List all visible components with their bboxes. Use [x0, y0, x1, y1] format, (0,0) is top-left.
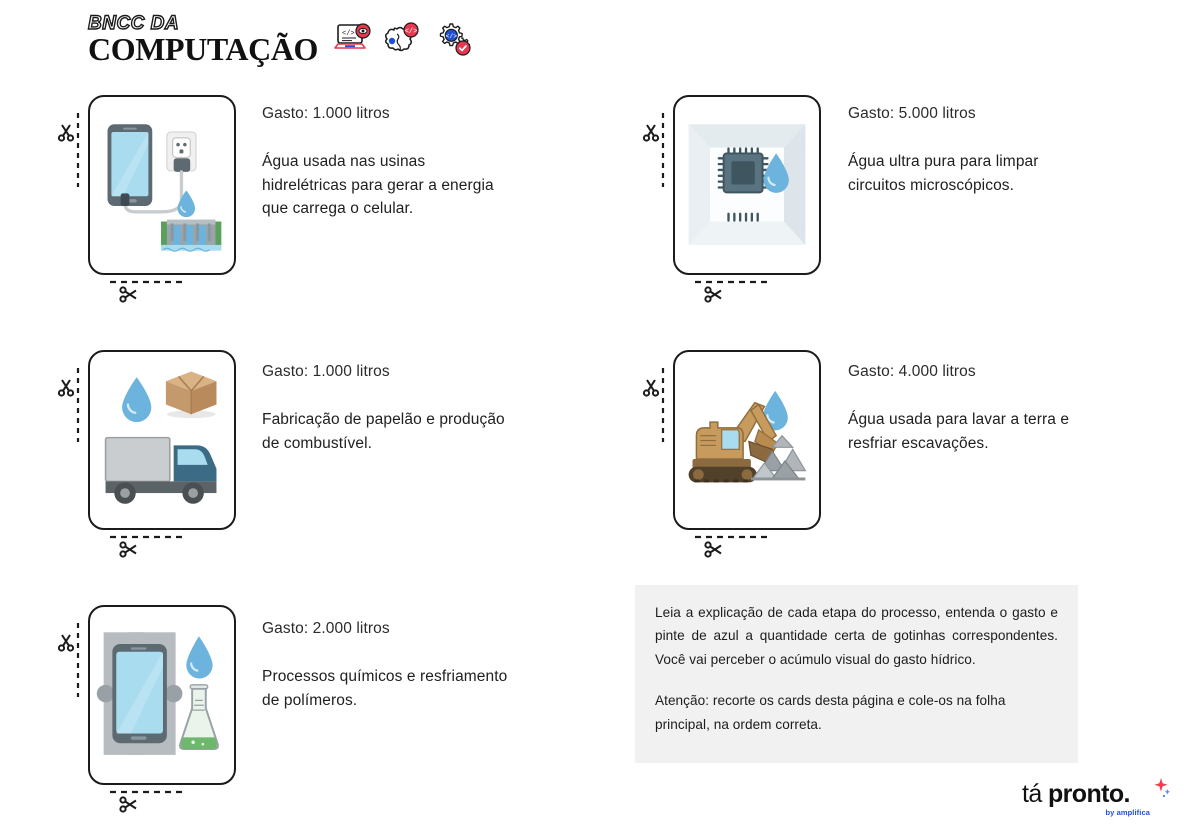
cut-mark-left [55, 109, 85, 199]
card-polimeros-gasto: Gasto: 2.000 litros [262, 620, 390, 637]
card-frame [88, 350, 236, 530]
logo-dot: . [1123, 780, 1130, 808]
cut-mark-left [55, 364, 85, 454]
cut-mark-bottom [104, 275, 204, 311]
card-transporte-descricao: Fabricação de papelão e produção de combustível. [262, 411, 505, 452]
instructions-paragraph-2: Atenção: recorte os cards desta página e cole-os na folha principal, na ordem correta. [655, 693, 1006, 732]
card-chip-text [848, 105, 1100, 197]
card-energia [88, 95, 236, 275]
phone-mold-flask-art [90, 607, 234, 782]
card-chip-descricao: Água ultra pura para limpar circuitos microscópicos. [848, 153, 1039, 194]
brand-title-line2: COMPUTAÇÃO [88, 31, 319, 67]
brain-code-icon [384, 21, 422, 62]
page-header [88, 13, 472, 67]
card-frame [88, 605, 236, 785]
card-transporte [88, 350, 236, 530]
cleanroom-chip-art [675, 97, 819, 272]
logo-part-ta: tá [1022, 780, 1048, 808]
card-polimeros-text [262, 620, 514, 712]
brand-title-line1: BNCC DA [88, 13, 180, 34]
card-chip [673, 95, 821, 275]
card-energia-text [262, 105, 514, 221]
svg-text:</>: </> [404, 28, 418, 37]
logo-wordmark [1022, 782, 1172, 807]
brand-logo [1022, 782, 1172, 817]
svg-text:</>: </> [445, 33, 458, 41]
card-frame [673, 350, 821, 530]
card-transporte-text [262, 363, 514, 455]
truck-box-art [90, 352, 234, 527]
instructions-paragraph-1: Leia a explicação de cada etapa do processo, entenda o gasto e pinte de azul a quantidade certa de gotinhas correspondentes. Você vai perceber o acúmulo visual do gasto hídrico. [655, 605, 1058, 667]
card-energia-gasto: Gasto: 1.000 litros [262, 105, 390, 122]
card-energia-descricao: Água usada nas usinas hidrelétricas para gerar a energia que carrega o celular. [262, 153, 494, 218]
header-icon-group [334, 21, 472, 64]
card-frame [673, 95, 821, 275]
cut-mark-bottom [689, 275, 789, 311]
sparkle-icon [1150, 778, 1170, 803]
card-frame [88, 95, 236, 275]
logo-subtitle: by amplifica [1105, 808, 1150, 817]
card-chip-gasto: Gasto: 5.000 litros [848, 105, 976, 122]
cut-mark-bottom [104, 530, 204, 566]
smartphone-charging-dam-art [90, 97, 234, 272]
card-transporte-gasto: Gasto: 1.000 litros [262, 363, 390, 380]
laptop-code-eye-icon [334, 21, 372, 62]
card-mineracao-descricao: Água usada para lavar a terra e resfriar escavações. [848, 411, 1070, 452]
card-mineracao-gasto: Gasto: 4.000 litros [848, 363, 976, 380]
brand-title [88, 13, 319, 67]
card-polimeros-descricao: Processos químicos e resfriamento de polímeros. [262, 668, 508, 709]
cut-mark-left [640, 109, 670, 199]
card-mineracao-text [848, 363, 1100, 455]
excavator-rocks-art [675, 352, 819, 527]
cut-mark-bottom [104, 785, 204, 821]
card-polimeros [88, 605, 236, 785]
cut-mark-bottom [689, 530, 789, 566]
logo-part-pronto: pronto [1048, 780, 1124, 808]
card-mineracao [673, 350, 821, 530]
instructions-box [635, 585, 1078, 763]
svg-text:</>: </> [342, 30, 355, 39]
gears-code-check-icon [434, 21, 472, 62]
cut-mark-left [55, 619, 85, 709]
cut-mark-left [640, 364, 670, 454]
